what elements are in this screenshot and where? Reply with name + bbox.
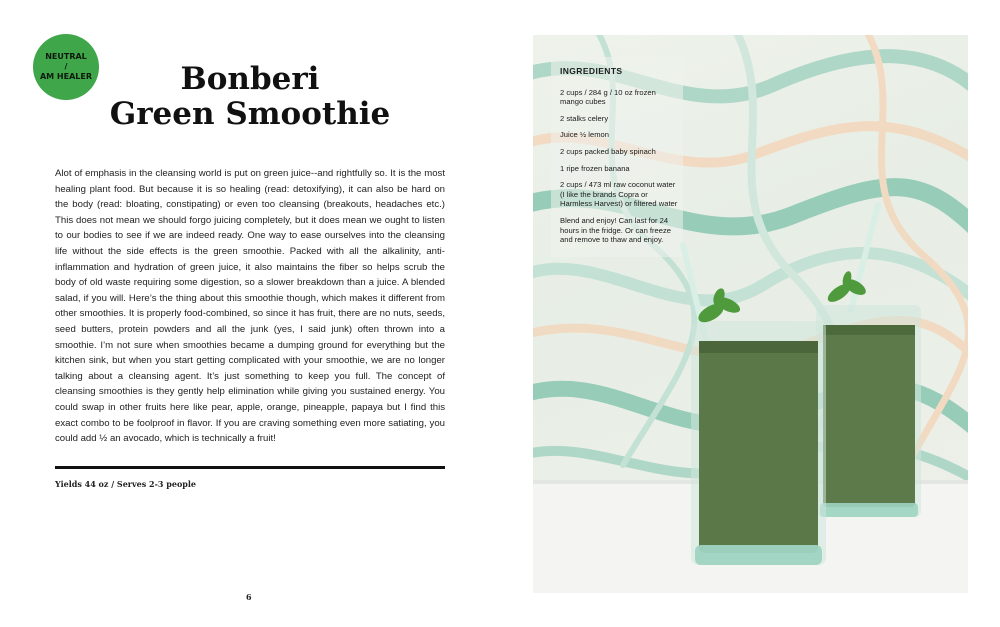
ingredients-panel (560, 67, 680, 245)
smoothie-photo (533, 35, 968, 593)
recipe-title (60, 62, 440, 132)
recipe-intro-text: Alot of emphasis in the cleansing world is put on green juice--and rightfully so. It is the most healing plant food. But because it is so healing (read: detoxifying), it can also be hard on the body (read: bloating, constipating) or even too cleansing (breakouts, headaches etc.) This does not mean we should forgo juicing completely, but it does mean we ought to listen to our bodies to see if we are indeed ready. One way to ease ourselves into the cleansing life without the side effects is the green smoothie. Packed with all the alkalinity, anti-inflammation and hydration of green juice, it also maintains the fiber so helps scrub the body of old waste requiring some digestion, so a slower breakdown than a juice. A blended salad, if you will. Here’s the thing about this smoothie though, which makes it different from other smoothies. It is properly food-combined, so since it has fruit, there are no nuts, seeds, seed butters, protein powders and all the junk (yes, I said junk) often thrown into a smoothie. I’m not sure when smoothies became a dumping ground for everything but the kitchen sink, but when you start getting complicated with your smoothie, we are no longer talking about a cleansing agent. It’s just something to keep you full. The concept of cleansing smoothies is they gently help elimination while giving you sustained energy. You could swap in other fruits here like pear, apple, orange, pineapple, papaya but I find this exact combo to be foolproof in flavor. If you are craving something even more satiating, you could add ½ an avocado, which is technically a fruit! (55, 168, 445, 445)
badge-line-2: / (64, 62, 68, 71)
ingredient-item: 2 cups / 473 ml raw coconut water (I like the brands Copra or Harmless Harvest) or filtered water (560, 180, 678, 209)
divider-rule (55, 466, 445, 469)
ingredient-item: 2 cups / 284 g / 10 oz frozen mango cubes (560, 87, 656, 107)
recipe-yield: Yields 44 oz / Serves 2-3 people (55, 479, 196, 489)
badge-line-1: NEUTRAL (45, 52, 87, 61)
page-number: 6 (246, 592, 252, 602)
ingredient-item: Juice ½ lemon (560, 130, 609, 140)
ingredients-instructions: Blend and enjoy! Can last for 24 hours in the fridge. Or can freeze and remove to thaw and enjoy. (560, 215, 672, 245)
ingredient-item: 1 ripe frozen banana (560, 163, 630, 173)
ingredient-item: 2 cups packed baby spinach (560, 146, 656, 156)
ingredients-heading: INGREDIENTS (560, 66, 623, 76)
recipe-title-line-2: Green Smoothie (109, 96, 391, 132)
ingredient-item: 2 stalks celery (560, 113, 609, 123)
badge-line-3: AM HEALER (39, 72, 92, 81)
recipe-title-line-1: Bonberi (180, 61, 320, 97)
